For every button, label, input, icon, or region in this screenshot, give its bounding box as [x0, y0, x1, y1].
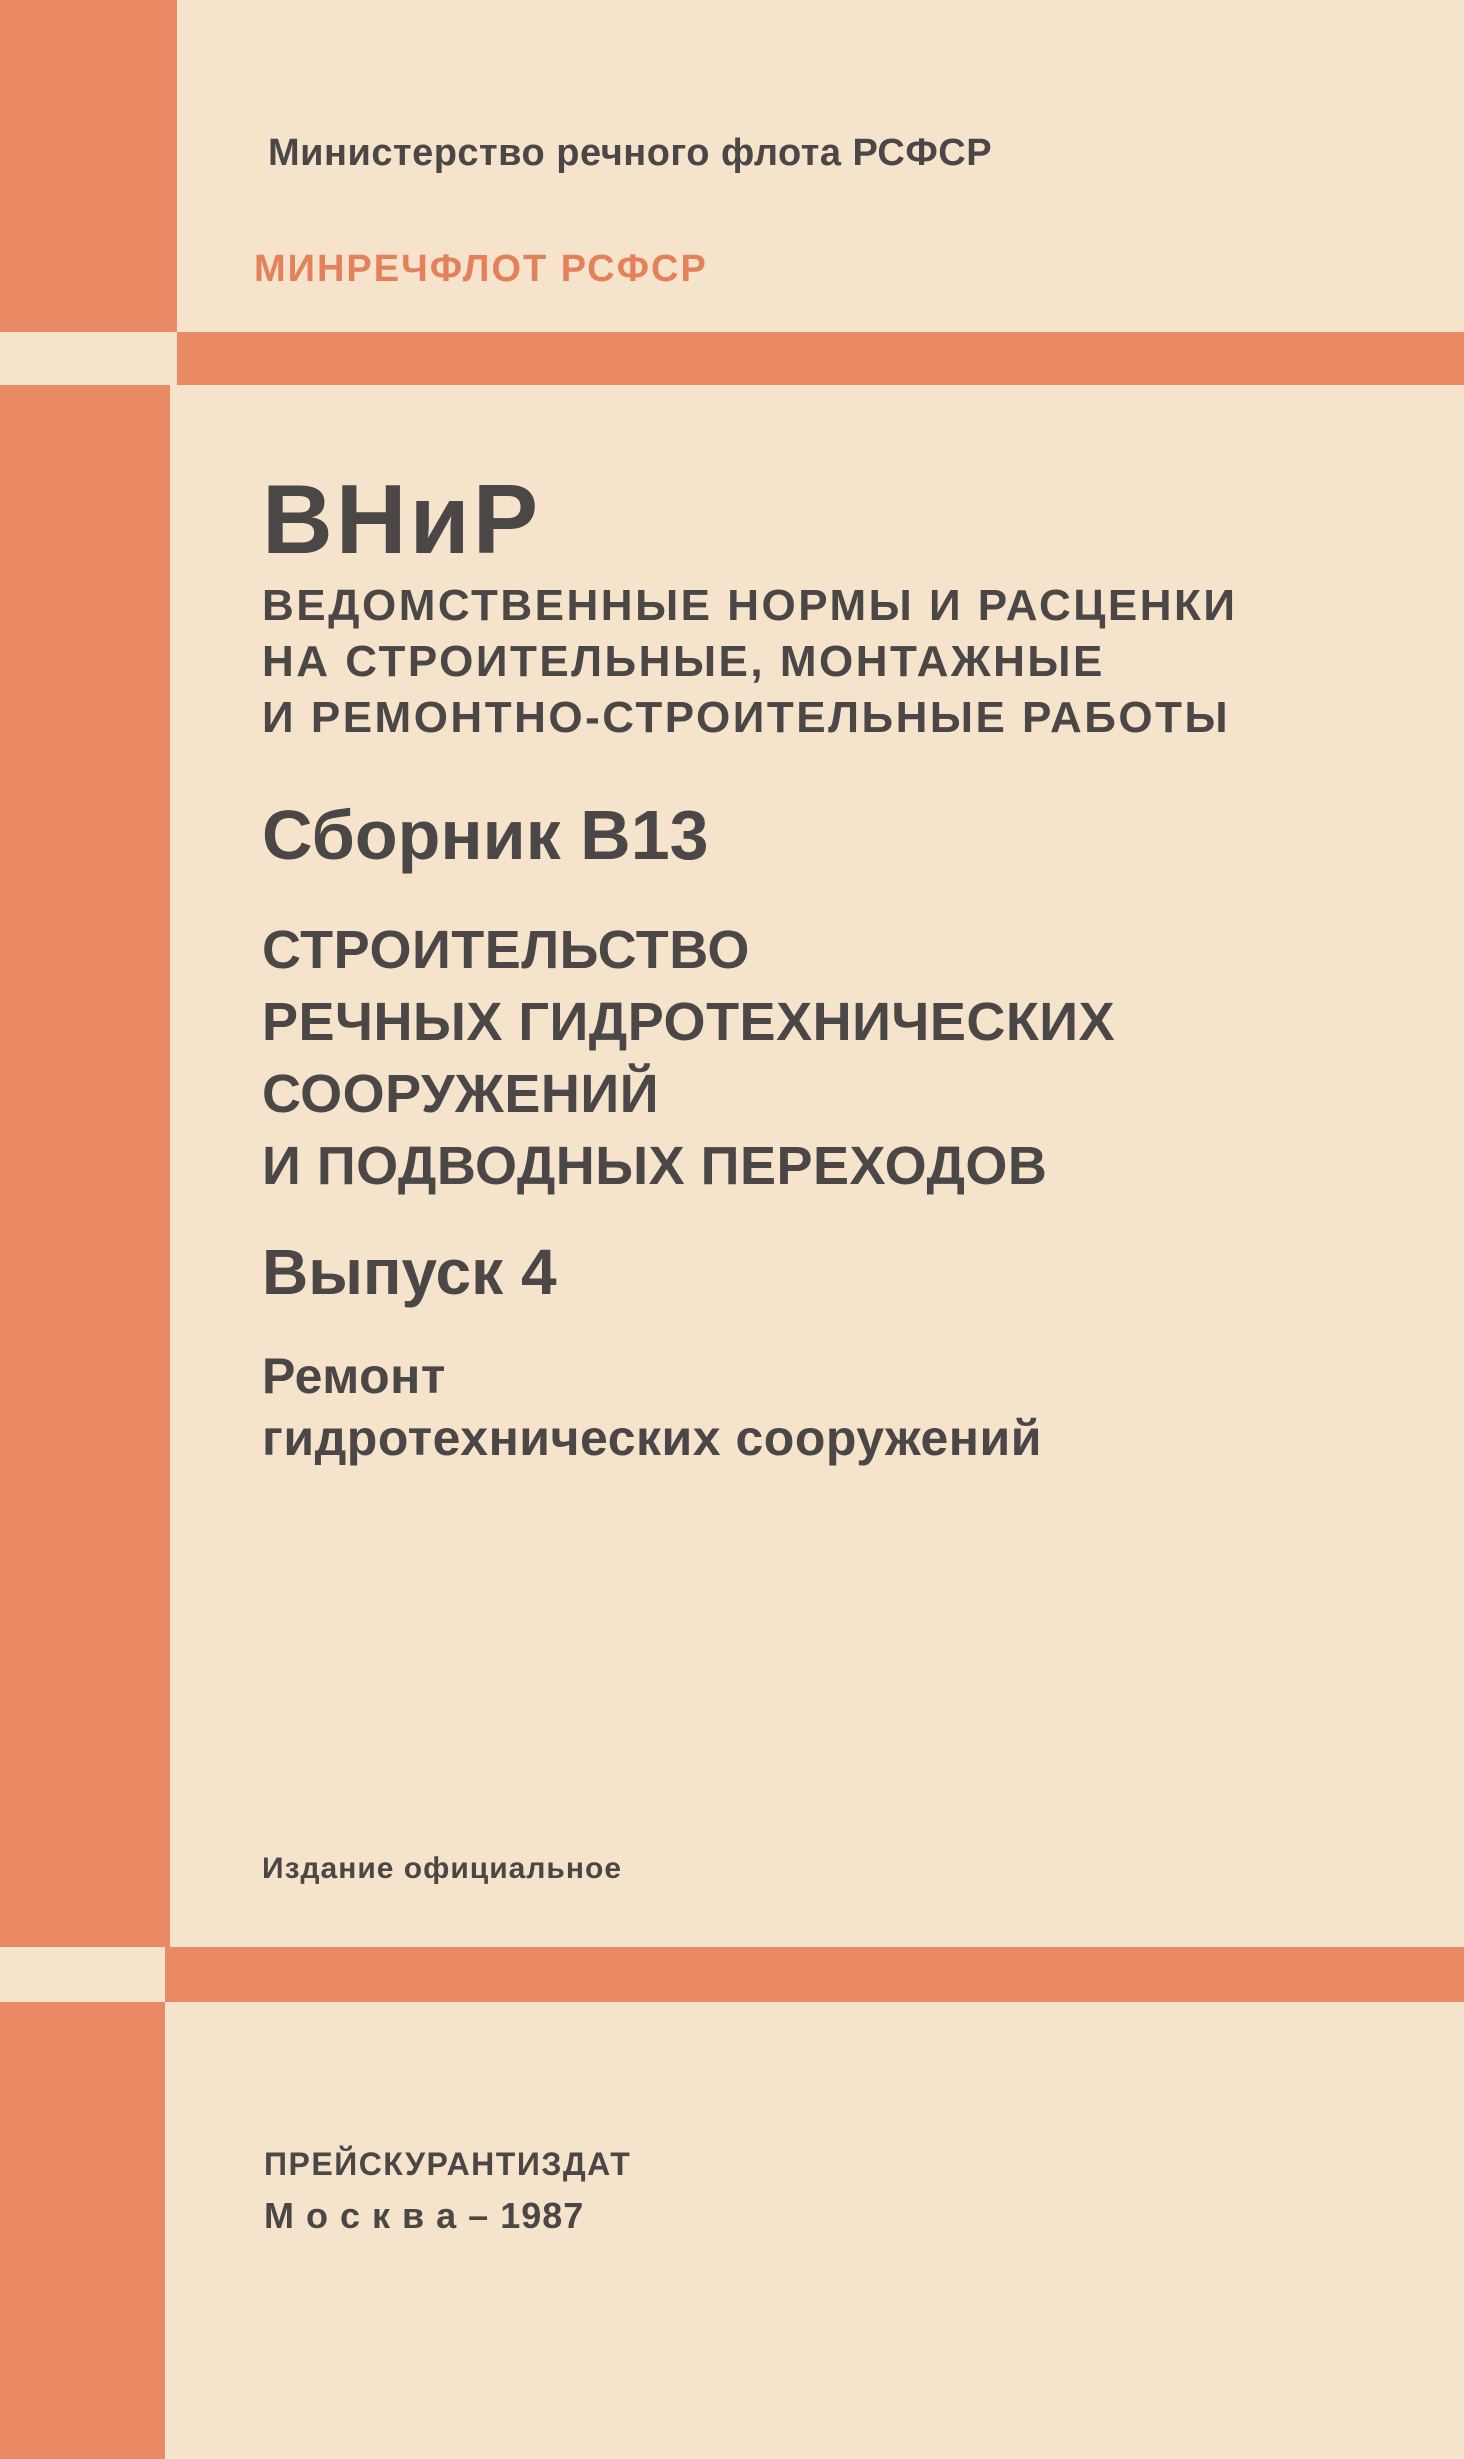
collection-title: Сборник В13: [262, 796, 709, 874]
issue-title: Выпуск 4: [262, 1236, 557, 1308]
full-title-line: И РЕМОНТНО-СТРОИТЕЛЬНЫЕ РАБОТЫ: [262, 693, 1231, 742]
publisher-name: ПРЕЙСКУРАНТИЗДАТ: [264, 2146, 632, 2182]
title-abbreviation: ВНиР: [262, 464, 542, 574]
horizontal-stripe-bottom: [165, 1947, 1464, 2002]
collection-subject-line: СООРУЖЕНИЙ: [262, 1064, 660, 1124]
vertical-stripe-top: [0, 0, 177, 332]
issue-subject: [262, 1345, 1042, 1469]
collection-subject-line: И ПОДВОДНЫХ ПЕРЕХОДОВ: [262, 1136, 1048, 1196]
issue-subject-line: Ремонт: [262, 1348, 446, 1404]
city-and-year: М о с к в а – 1987: [264, 2195, 585, 2236]
edition-note: Издание официальное: [262, 1852, 623, 1885]
vertical-stripe-middle: [0, 385, 170, 1947]
ministry-name: Министерство речного флота РСФСР: [268, 132, 993, 174]
full-title: [262, 578, 1237, 746]
collection-subject: [262, 914, 1115, 1202]
vertical-stripe-bottom: [0, 2002, 165, 2459]
collection-subject-line: РЕЧНЫХ ГИДРОТЕХНИЧЕСКИХ: [262, 992, 1116, 1052]
horizontal-stripe-top: [177, 332, 1464, 385]
full-title-line: НА СТРОИТЕЛЬНЫЕ, МОНТАЖНЫЕ: [262, 637, 1105, 686]
full-title-line: ВЕДОМСТВЕННЫЕ НОРМЫ И РАСЦЕНКИ: [262, 581, 1238, 630]
issue-subject-line: гидротехнических сооружений: [262, 1410, 1042, 1466]
collection-subject-line: СТРОИТЕЛЬСТВО: [262, 920, 750, 980]
ministry-short-name: МИНРЕЧФЛОТ РСФСР: [254, 248, 708, 290]
